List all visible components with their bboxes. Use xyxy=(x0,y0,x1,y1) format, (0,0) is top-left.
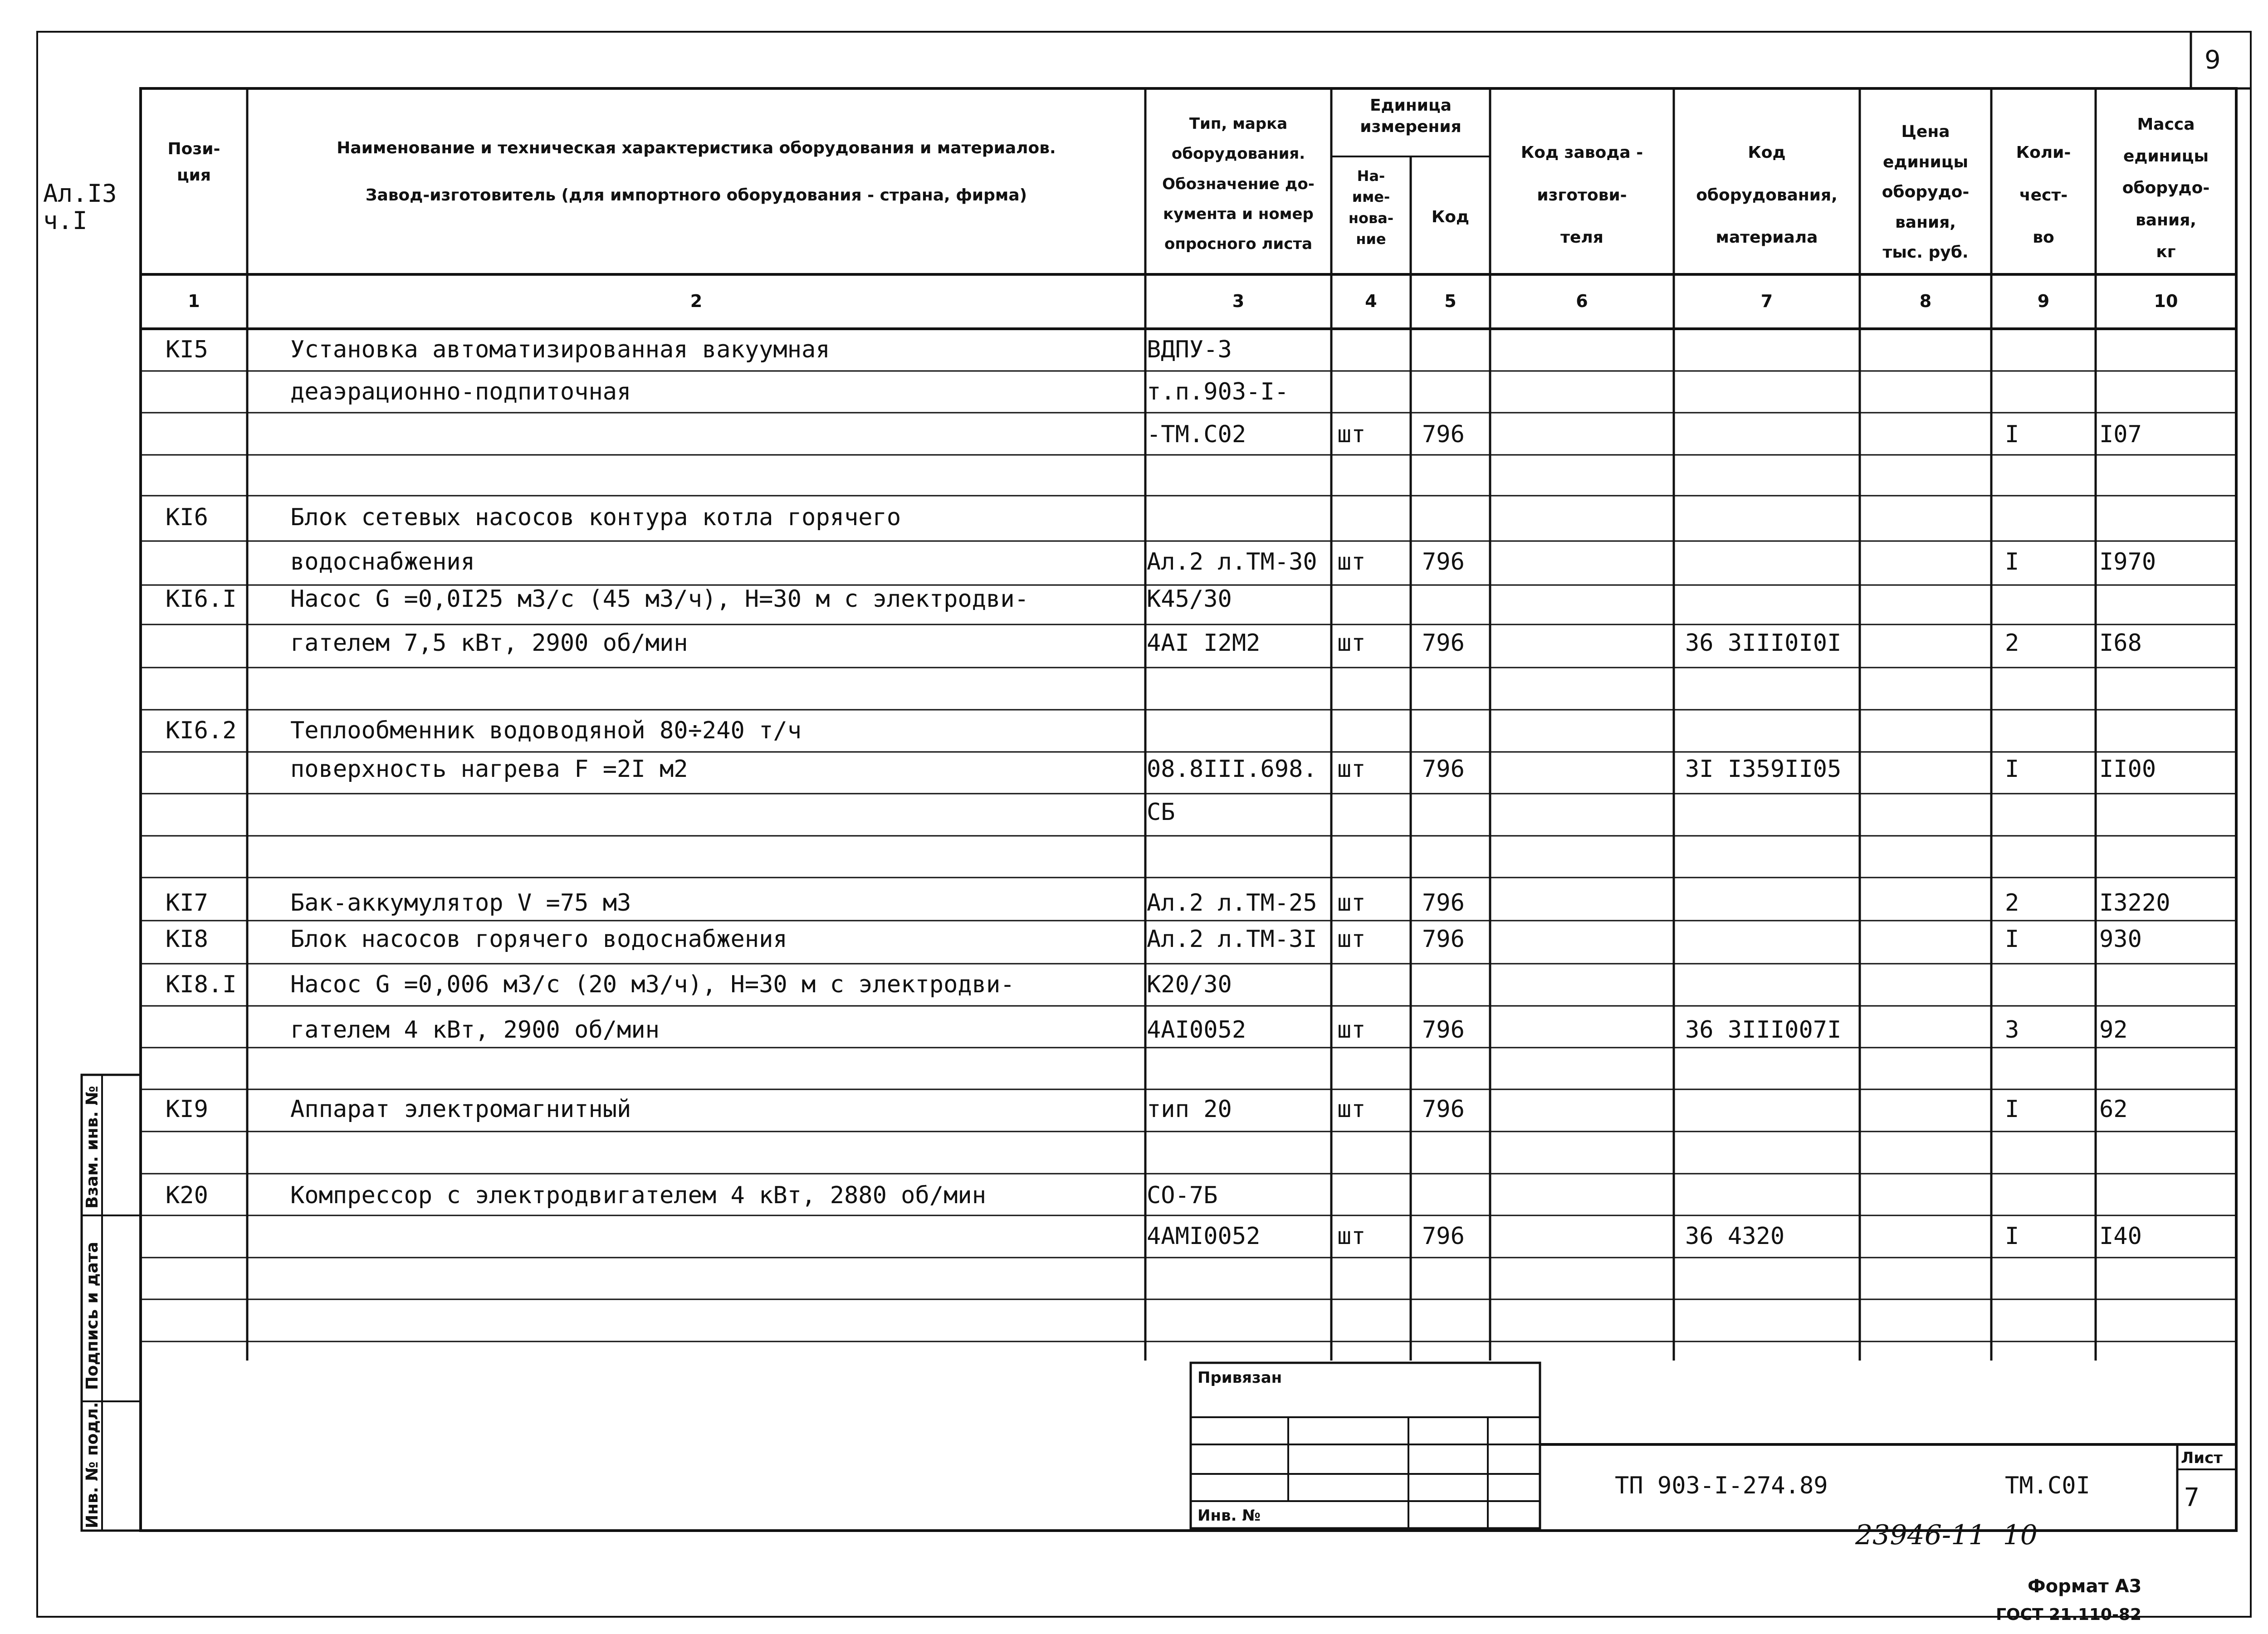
header-price: Цена единицы оборудо- вания, тыс. руб. xyxy=(1882,122,1970,262)
cell-pos: КI5 xyxy=(166,336,208,363)
header-unit-code: Код xyxy=(1431,208,1470,226)
cell-type: К45/30 xyxy=(1147,585,1232,613)
cell-mass: I07 xyxy=(2099,421,2142,448)
cell-name: Компрессор с электродвигателем 4 кВт, 2880 об/мин xyxy=(290,1182,987,1209)
cell-qty: 2 xyxy=(2005,629,2019,657)
cell-unit: шт xyxy=(1337,889,1366,917)
cell-type: Ал.2 л.ТМ-3I xyxy=(1147,926,1317,953)
header-factory-code: Код завода - изготови- теля xyxy=(1520,143,1643,247)
cell-name: гателем 7,5 кВт, 2900 об/мин xyxy=(290,629,688,657)
col-num-8: 8 xyxy=(1919,291,1932,311)
header-unit-group: Единица измерения xyxy=(1360,96,1461,136)
cell-name: водоснабжения xyxy=(290,548,475,576)
cell-name: деаэрационно-подпиточная xyxy=(290,378,631,405)
col-num-10: 10 xyxy=(2154,291,2178,311)
cell-unit: шт xyxy=(1337,926,1366,953)
cell-unit: шт xyxy=(1337,1096,1366,1123)
sheet-ref-1: Ал.I3 xyxy=(43,179,117,208)
header-type: Тип, марка оборудования. Обозначение до- кумента и номер опросного листа xyxy=(1162,115,1315,254)
cell-qty: I xyxy=(2005,1223,2019,1250)
cell-qty: I xyxy=(2005,1096,2019,1123)
cell-mass: I970 xyxy=(2099,548,2156,576)
page-number: 9 xyxy=(2204,45,2221,75)
cell-pos: КI7 xyxy=(166,889,208,917)
handwritten-number: 23946-11 10 xyxy=(1855,1519,2038,1551)
cell-type: 4АI0052 xyxy=(1147,1016,1246,1044)
cell-pos: КI9 xyxy=(166,1096,208,1123)
cell-type: 4АI I2М2 xyxy=(1147,629,1261,657)
col-num-1: 1 xyxy=(188,291,200,311)
cell-mass: I3220 xyxy=(2099,889,2170,917)
cell-mass: II00 xyxy=(2099,756,2156,783)
cell-unit: шт xyxy=(1337,1016,1366,1044)
cell-equip-code: 3I I359II05 xyxy=(1685,756,1842,783)
cell-qty: I xyxy=(2005,421,2019,448)
cell-name: поверхность нагрева F =2I м2 xyxy=(290,756,688,783)
cell-equip-code: 36 3III007I xyxy=(1685,1016,1842,1044)
cell-code: 796 xyxy=(1422,889,1465,917)
cell-code: 796 xyxy=(1422,629,1465,657)
cell-code: 796 xyxy=(1422,1096,1465,1123)
cell-type: т.п.903-I- xyxy=(1147,378,1289,405)
cell-mass: I40 xyxy=(2099,1223,2142,1250)
cell-unit: шт xyxy=(1337,629,1366,657)
cell-qty: I xyxy=(2005,548,2019,576)
cell-pos: КI6.2 xyxy=(166,717,237,744)
cell-name: Блок сетевых насосов контура котла горячего xyxy=(290,504,901,531)
header-unit-name: На- име- нова- ние xyxy=(1348,167,1394,248)
cell-unit: шт xyxy=(1337,548,1366,576)
side-label-inv: Инв. № подл. xyxy=(83,1402,102,1528)
cell-qty: 3 xyxy=(2005,1016,2019,1044)
cell-name: гателем 4 кВт, 2900 об/мин xyxy=(290,1016,660,1044)
stamp-sheet-label: Лист xyxy=(2181,1449,2223,1467)
cell-name: Теплообменник водоводяной 80÷240 т/ч xyxy=(290,717,802,744)
cell-equip-code: 36 4320 xyxy=(1685,1223,1785,1250)
cell-unit: шт xyxy=(1337,421,1366,448)
cell-code: 796 xyxy=(1422,1016,1465,1044)
cell-name: Насос G =0,0I25 м3/с (45 м3/ч), Н=30 м с электродви- xyxy=(290,585,1029,613)
cell-code: 796 xyxy=(1422,1223,1465,1250)
cell-mass: 62 xyxy=(2099,1096,2128,1123)
cell-type: СО-7Б xyxy=(1147,1182,1218,1209)
cell-type: К20/30 xyxy=(1147,971,1232,998)
header-mass: Масса единицы оборудо- вания, кг xyxy=(2122,115,2210,261)
header-qty: Коли- чест- во xyxy=(2016,143,2071,247)
cell-type: ВДПУ-3 xyxy=(1147,336,1232,363)
col-num-7: 7 xyxy=(1760,291,1773,311)
format-label: Формат А3 xyxy=(2028,1576,2142,1597)
cell-type: СБ xyxy=(1147,799,1175,826)
cell-qty: I xyxy=(2005,756,2019,783)
cell-unit: шт xyxy=(1337,756,1366,783)
cell-pos: КI6.I xyxy=(166,585,237,613)
cell-type: Ал.2 л.ТМ-25 xyxy=(1147,889,1317,917)
col-num-2: 2 xyxy=(690,291,703,311)
cell-name: Бак-аккумулятор V =75 м3 xyxy=(290,889,631,917)
gost-label: ГОСТ 21.110-82 xyxy=(1996,1605,2142,1624)
cell-name: Насос G =0,006 м3/с (20 м3/ч), Н=30 м с электродви- xyxy=(290,971,1015,998)
cell-pos: КI8 xyxy=(166,926,208,953)
side-label-vzam: Взам. инв. № xyxy=(83,1086,102,1209)
cell-code: 796 xyxy=(1422,421,1465,448)
cell-type: тип 20 xyxy=(1147,1096,1232,1123)
cell-qty: 2 xyxy=(2005,889,2019,917)
cell-type: 4АМI0052 xyxy=(1147,1223,1261,1250)
cell-equip-code: 36 3III0I0I xyxy=(1685,629,1842,657)
cell-name: Блок насосов горячего водоснабжения xyxy=(290,926,787,953)
cell-code: 796 xyxy=(1422,548,1465,576)
cell-pos: КI6 xyxy=(166,504,208,531)
cell-code: 796 xyxy=(1422,756,1465,783)
col-num-3: 3 xyxy=(1232,291,1245,311)
header-name-line2: Завод-изготовитель (для импортного оборудования - страна, фирма) xyxy=(365,186,1027,205)
side-label-podpis: Подпись и дата xyxy=(83,1242,102,1390)
cell-mass: 92 xyxy=(2099,1016,2128,1044)
cell-unit: шт xyxy=(1337,1223,1366,1250)
cell-mass: I68 xyxy=(2099,629,2142,657)
col-num-6: 6 xyxy=(1576,291,1588,311)
stamp-privyazan: Привязан xyxy=(1198,1369,1282,1387)
stamp-sheet-no: 7 xyxy=(2184,1483,2200,1512)
cell-pos: КI8.I xyxy=(166,971,237,998)
cell-name: Аппарат электромагнитный xyxy=(290,1096,631,1123)
cell-type: Ал.2 л.ТМ-30 xyxy=(1147,548,1317,576)
col-num-5: 5 xyxy=(1444,291,1457,311)
cell-type: 08.8III.698. xyxy=(1147,756,1317,783)
header-pos: Пози- ция xyxy=(167,140,220,185)
sheet-ref-2: ч.I xyxy=(43,206,88,235)
cell-qty: I xyxy=(2005,926,2019,953)
header-name-line1: Наименование и техническая характеристика оборудования и материалов. xyxy=(337,139,1056,157)
stamp-inv: Инв. № xyxy=(1198,1507,1261,1525)
stamp-doc-code: ТП 903-I-274.89 xyxy=(1615,1472,1828,1499)
cell-pos: К20 xyxy=(166,1182,208,1209)
cell-type: -ТМ.С02 xyxy=(1147,421,1246,448)
header-equip-code: Код оборудования, материала xyxy=(1696,143,1838,247)
cell-mass: 930 xyxy=(2099,926,2142,953)
col-num-9: 9 xyxy=(2037,291,2050,311)
col-num-4: 4 xyxy=(1365,291,1377,311)
cell-name: Установка автоматизированная вакуумная xyxy=(290,336,830,363)
stamp-section: ТМ.С0I xyxy=(2005,1472,2090,1499)
cell-code: 796 xyxy=(1422,926,1465,953)
